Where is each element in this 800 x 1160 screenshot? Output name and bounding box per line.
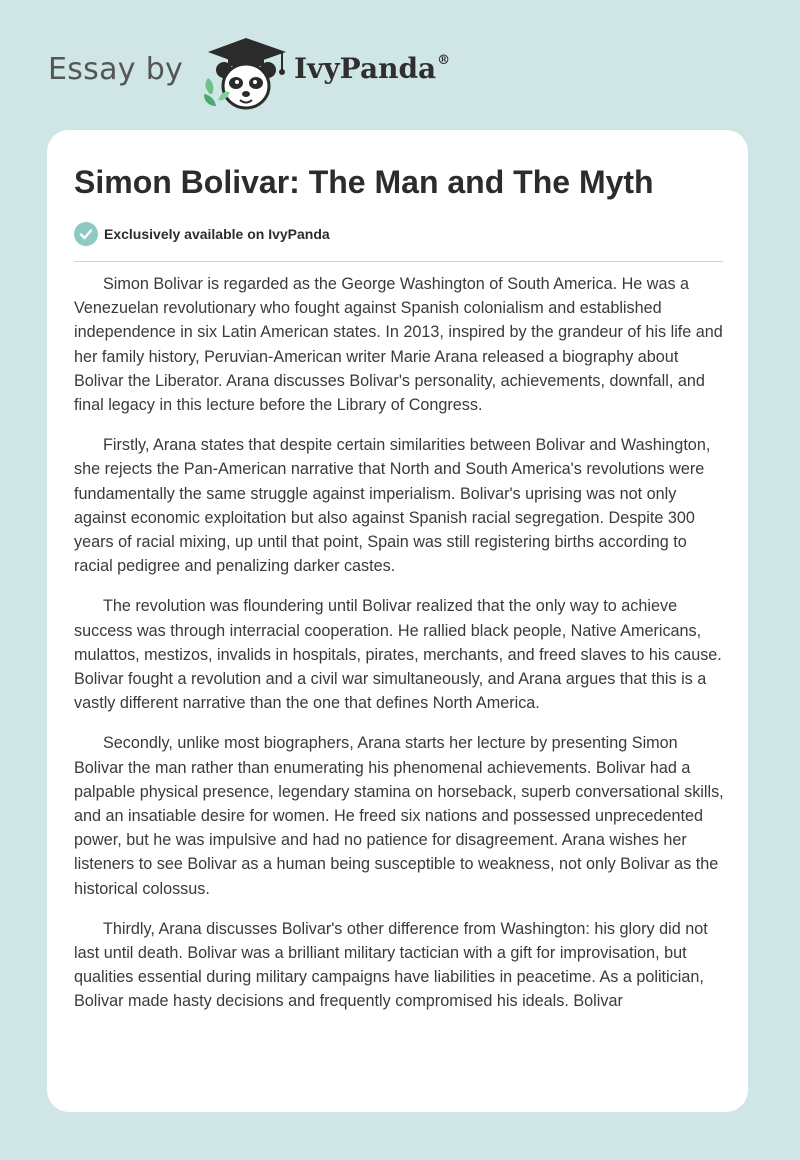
- exclusive-badge: [74, 222, 330, 246]
- registered-mark: ®: [437, 53, 451, 68]
- exclusive-badge-text: Exclusively available on IvyPanda: [104, 226, 330, 242]
- brand-name-text: IvyPanda: [294, 52, 437, 85]
- essay-body: [74, 272, 724, 1030]
- essay-paragraph: Simon Bolivar is regarded as the George Washington of South America. He was a Venezuelan revolutionary who fought against Spanish colonialism and established independence in six Latin American states. In 2013, inspired by the grandeur of his life and her family history, Peruvian-American writer Marie Arana released a biography about Bolivar the Liberator. Arana discusses Bolivar's personality, achievements, downfall, and final legacy in this lecture before the Library of Congress.: [74, 275, 723, 415]
- essay-paragraph: Secondly, unlike most biographers, Arana starts her lecture by presenting Simon Bolivar the man rather than enumerating his phenomenal achievements. Bolivar had a palpable physical presence, legendary stamina on horseback, superb conversational skills, and an insatiable desire for women. He freed six nations and possessed unprecedented power, but he was impulsive and had no patience for disagreement. Arana wishes her listeners to see Bolivar as a human being susceptible to weakness, not only Bolivar as the historical colossus.: [74, 734, 724, 898]
- essay-paragraph: The revolution was floundering until Bolivar realized that the only way to achieve success was through interracial cooperation. He rallied black people, Native Americans, mulattos, mestizos, invalids in hospitals, pirates, merchants, and freed slaves to his cause. Bolivar fought a revolution and a civil war simultaneously, and Arana argues that this is a vastly different narrative than the one that defines North America.: [74, 597, 722, 713]
- essay-paragraph: Firstly, Arana states that despite certain similarities between Bolivar and Washington, she rejects the Pan-American narrative that North and South America's revolutions were fundamentally the same struggle against imperialism. Bolivar's uprising was not only against economic exploitation but also against Spanish racial segregation. Despite 300 years of racial mixing, up until that point, Spain was still registering births according to racial pedigree and penalizing darker castes.: [74, 436, 711, 576]
- essay-card: [47, 130, 748, 1112]
- essay-by-label: Essay by: [48, 52, 184, 87]
- essay-title: Simon Bolivar: The Man and The Myth: [74, 164, 654, 200]
- panda-logo-icon[interactable]: [200, 34, 292, 114]
- site-header: [48, 34, 488, 114]
- title-divider: [74, 261, 723, 262]
- check-circle-icon: [74, 222, 98, 246]
- essay-paragraph: Thirdly, Arana discusses Bolivar's other difference from Washington: his glory did not last until death. Bolivar was a brilliant military tactician with a gift for improvisation, but qualities essential during military campaigns have liabilities in peacetime. As a politician, Bolivar made hasty decisions and frequently compromised his ideals. Bolivar: [74, 919, 708, 1011]
- ivypanda-wordmark[interactable]: [294, 52, 450, 85]
